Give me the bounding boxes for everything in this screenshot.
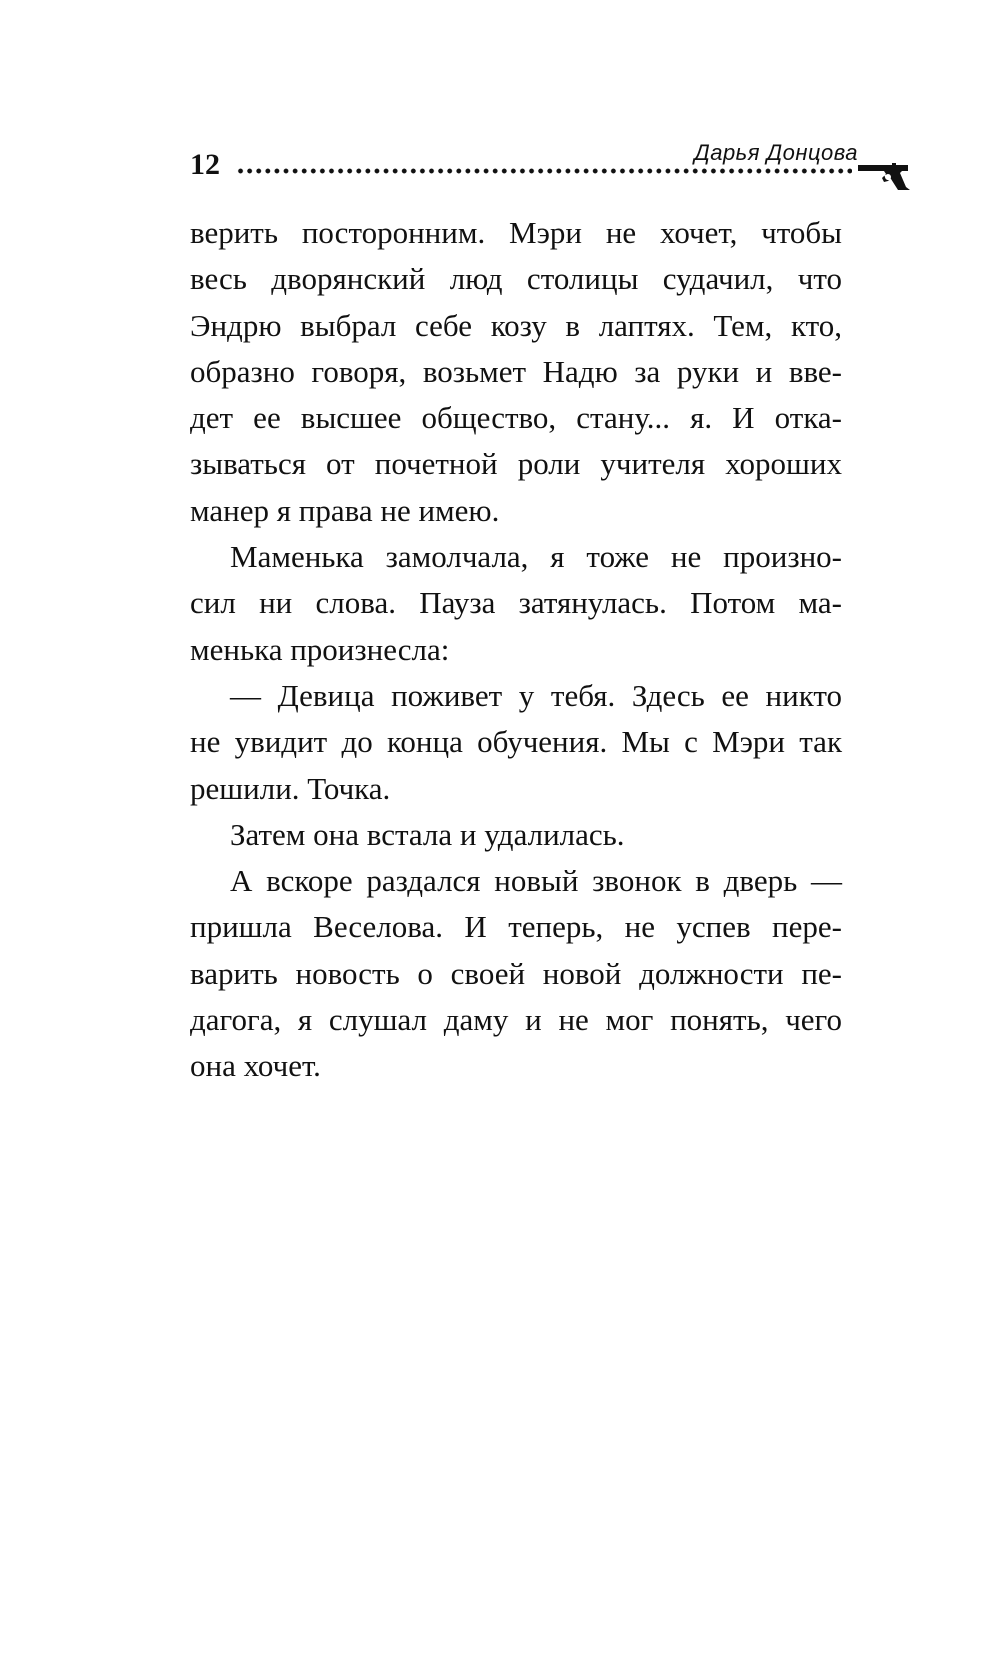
running-header xyxy=(190,140,910,190)
page-number: 12 xyxy=(190,148,220,181)
text-line: дет ее высшее общество, стану... я. И отка- xyxy=(190,400,842,436)
text-line: менька произнесла: xyxy=(190,631,450,667)
text-line: не увидит до конца обучения. Мы с Мэри так xyxy=(190,724,842,760)
text-line: — Девица поживет у тебя. Здесь ее никто xyxy=(230,677,842,713)
header-dot-leader xyxy=(236,168,852,174)
text-line: зываться от почетной роли учителя хороших xyxy=(190,446,842,482)
text-line: пришла Веселова. И теперь, не успев пере- xyxy=(190,909,842,945)
text-line: Затем она встала и удалилась. xyxy=(230,816,625,852)
text-line: верить посторонним. Мэри не хочет, чтобы xyxy=(190,215,842,250)
text-line: дагога, я слушал даму и не мог понять, чего xyxy=(190,1002,842,1038)
author-name: Дарья Донцова xyxy=(694,140,858,165)
pistol-icon xyxy=(858,162,910,192)
paragraph xyxy=(190,210,842,534)
text-line: Маменька замолчала, я тоже не произно- xyxy=(230,539,842,575)
text-line: образно говоря, возьмет Надю за руки и вве- xyxy=(190,353,842,389)
paragraph xyxy=(190,858,842,1089)
text-line: весь дворянский люд столицы судачил, что xyxy=(190,261,842,297)
text-line: сил ни слова. Пауза затянулась. Потом ма- xyxy=(190,585,842,621)
paragraph xyxy=(190,673,842,812)
text-line: она хочет. xyxy=(190,1048,321,1084)
body-text xyxy=(190,210,842,1090)
text-line: манер я права не имею. xyxy=(190,492,500,528)
text-line: варить новость о своей новой должности пе- xyxy=(190,955,842,991)
paragraph xyxy=(190,812,842,858)
text-line: решили. Точка. xyxy=(190,770,391,806)
text-line: А вскоре раздался новый звонок в дверь — xyxy=(230,863,842,899)
text-line: Эндрю выбрал себе козу в лаптях. Тем, кто, xyxy=(190,307,842,343)
paragraph xyxy=(190,534,842,673)
